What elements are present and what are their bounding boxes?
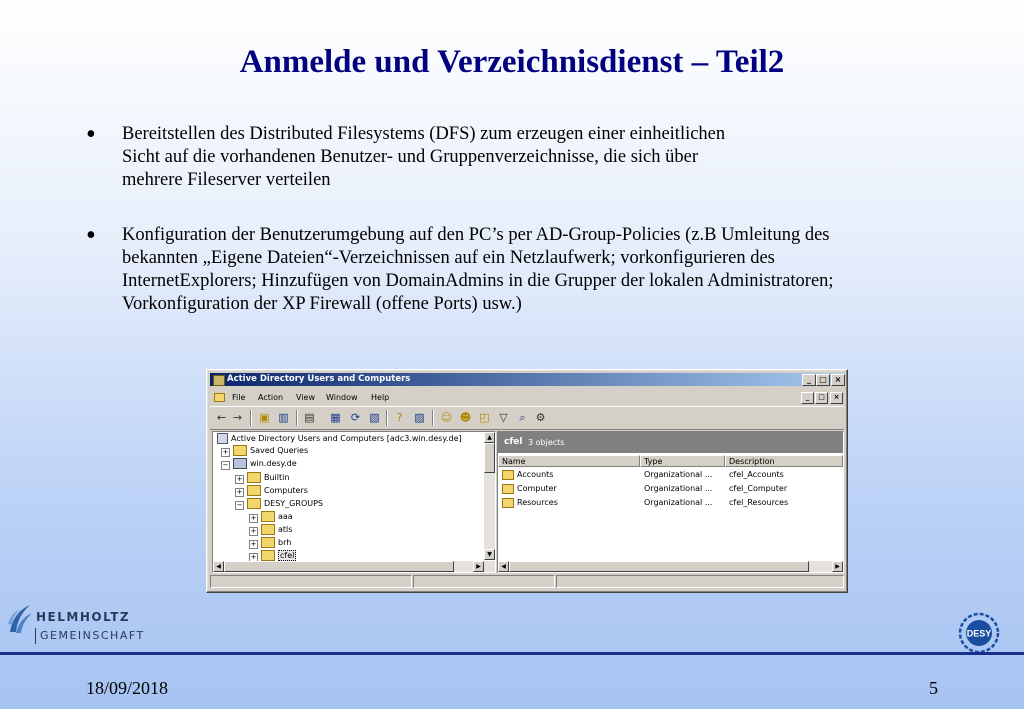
details-pane[interactable] (497, 431, 844, 573)
new-ou-icon[interactable]: ◰ (479, 411, 490, 424)
tree-item-label: brh (278, 538, 292, 547)
ou-folder-icon (261, 537, 275, 548)
tree-item-label: aaa (278, 512, 293, 521)
helmholtz-wordmark-line2: GEMEINSCHAFT (40, 629, 145, 642)
export-list-icon[interactable]: ▧ (369, 411, 380, 424)
tree-item-brh[interactable] (261, 537, 291, 549)
column-header-name[interactable]: Name (498, 455, 640, 467)
scroll-left-icon[interactable]: ◀ (213, 561, 224, 572)
svg-text:DESY: DESY (966, 628, 992, 639)
desy-logo-icon (958, 612, 1000, 654)
maximize-button[interactable]: □ (816, 374, 830, 386)
tree-vertical-scrollbar[interactable] (484, 432, 495, 560)
scroll-thumb[interactable] (224, 561, 454, 572)
folder-icon (247, 485, 261, 496)
tree-root-label: Active Directory Users and Computers [adc3.win.desy.de] (231, 434, 462, 443)
bullet-marker: • (86, 220, 96, 251)
row-description: cfel_Accounts (729, 470, 784, 479)
expand-icon[interactable]: + (250, 527, 257, 535)
tree-item-builtin[interactable] (247, 472, 289, 484)
domain-icon (233, 458, 247, 469)
refresh-icon[interactable]: ⟳ (350, 411, 361, 424)
tree-item-saved-queries[interactable] (233, 445, 308, 457)
bullet-text-group-policies: Konfiguration der Benutzerumgebung auf den PC’s per AD-Group-Policies (z.B Umleitung des bekannten „Eigene Dateien“-Verzeichnissen auf ein Netzlaufwerk; vorkonfigurieren des InternetExplorers; Hinzufügen von DomainAdmins in die Grupper der lokalen Administratoren; Vorkonfiguration der XP Firewall (offene Ports) usw.) (122, 225, 834, 314)
object-count: 3 objects (528, 438, 565, 447)
helmholtz-wordmark-line1: HELMHOLTZ (36, 610, 131, 624)
ad-users-computers-window (206, 369, 848, 593)
footer-rule (0, 652, 1024, 655)
ou-folder-icon (261, 524, 275, 535)
details-horizontal-scrollbar[interactable] (498, 561, 843, 572)
minimize-button[interactable]: _ (802, 374, 816, 386)
expand-icon[interactable]: + (250, 540, 257, 548)
ou-folder-icon (502, 470, 514, 480)
row-type: Organizational ... (644, 470, 713, 479)
scroll-right-icon[interactable]: ▶ (832, 561, 843, 572)
show-hide-tree-icon[interactable]: ▥ (278, 411, 289, 424)
menu-help[interactable]: Help (371, 393, 390, 402)
tree-item-aaa[interactable] (261, 511, 293, 523)
scroll-down-icon[interactable]: ▼ (484, 549, 495, 560)
delegate-icon[interactable]: ⚙ (535, 411, 546, 424)
folder-icon (233, 445, 247, 456)
tree-root[interactable] (217, 433, 462, 445)
tree-item-label: Saved Queries (250, 446, 309, 455)
expand-icon[interactable]: + (222, 448, 229, 456)
expand-icon[interactable]: + (250, 514, 257, 522)
tree-item-desy-groups[interactable] (247, 498, 323, 510)
table-row[interactable] (498, 468, 843, 481)
bullet-text-dfs: Bereitstellen des Distributed Filesystems (DFS) zum erzeugen einer einheitlichen Sicht auf die vorhandenen Benutzer- und Gruppenverzeichnisse, die sich über mehrere Fileserver verteilen (122, 124, 726, 190)
menu-file[interactable]: File (232, 393, 246, 402)
row-description: cfel_Computer (729, 484, 788, 493)
page-number: 5 (929, 678, 938, 698)
collapse-icon[interactable]: − (222, 461, 229, 469)
row-type: Organizational ... (644, 498, 713, 507)
properties-icon[interactable]: ▦ (330, 411, 341, 424)
ou-folder-icon (502, 484, 514, 494)
scroll-thumb[interactable] (509, 561, 809, 572)
table-row[interactable] (498, 496, 843, 509)
bullet-marker: • (86, 119, 96, 150)
forward-icon[interactable]: → (232, 411, 243, 424)
tree-item-label: Builtin (264, 473, 290, 482)
back-icon[interactable]: ← (216, 411, 227, 424)
mdi-icon (214, 393, 225, 402)
row-type: Organizational ... (644, 484, 713, 493)
tree-item-computers[interactable] (247, 485, 308, 497)
new-group-icon[interactable]: ☻ (459, 411, 472, 424)
child-close-button[interactable]: × (830, 392, 843, 404)
status-panel (556, 575, 844, 588)
close-button[interactable]: × (831, 374, 845, 386)
helmholtz-logo-icon (6, 602, 34, 636)
child-minimize-button[interactable]: _ (801, 392, 814, 404)
scroll-right-icon[interactable]: ▶ (473, 561, 484, 572)
delete-icon[interactable]: ▤ (304, 411, 315, 424)
child-restore-button[interactable]: □ (815, 392, 828, 404)
tree-item-label: win.desy.de (250, 459, 297, 468)
help-icon[interactable]: ? (396, 411, 403, 424)
status-bar (210, 575, 844, 587)
status-panel (413, 575, 555, 588)
ou-folder-icon (261, 550, 275, 561)
window-titlebar[interactable] (210, 373, 844, 386)
table-row[interactable] (498, 482, 843, 495)
container-name: cfel (504, 437, 523, 447)
column-header-description[interactable]: Description (725, 455, 843, 467)
up-folder-icon[interactable]: ▣ (259, 411, 270, 424)
new-user-icon[interactable]: ☺ (440, 411, 453, 424)
expand-icon[interactable]: + (250, 553, 257, 561)
slide-title: Anmelde und Verzeichnisdienst – Teil2 (239, 44, 785, 80)
directory-icon (217, 433, 228, 444)
tree-item-atls[interactable] (261, 524, 292, 536)
ou-folder-icon (261, 511, 275, 522)
tree-item-label-selected: cfel (280, 551, 295, 560)
window-title: Active Directory Users and Computers (227, 374, 411, 384)
details-header (498, 432, 843, 453)
filter-icon[interactable]: ▽ (499, 411, 508, 424)
console-tree[interactable] (212, 431, 496, 573)
ou-folder-icon (502, 498, 514, 508)
menu-window[interactable]: Window (326, 393, 358, 402)
tree-item-label: Computers (264, 486, 308, 495)
find-icon[interactable]: ⌕ (519, 411, 526, 424)
view-icon[interactable]: ▨ (414, 411, 425, 424)
scroll-up-icon[interactable]: ▲ (484, 432, 495, 443)
expand-icon[interactable]: + (236, 488, 243, 496)
ou-folder-icon (247, 498, 261, 509)
menu-view[interactable]: View (296, 393, 315, 402)
tree-item-domain[interactable] (233, 458, 297, 470)
column-header-type[interactable]: Type (640, 455, 725, 467)
row-name: Computer (517, 484, 557, 493)
tree-item-label: DESY_GROUPS (264, 499, 323, 508)
scroll-thumb[interactable] (484, 443, 495, 473)
tree-item-label: atls (278, 525, 293, 534)
tree-horizontal-scrollbar[interactable] (213, 561, 495, 572)
menu-bar (210, 390, 844, 404)
expand-icon[interactable]: + (236, 475, 243, 483)
row-name: Resources (517, 498, 558, 507)
row-description: cfel_Resources (729, 498, 789, 507)
status-panel (210, 575, 412, 588)
logo-divider (35, 628, 36, 644)
folder-icon (247, 472, 261, 483)
collapse-icon[interactable]: − (236, 501, 243, 509)
slide-date: 18/09/2018 (86, 678, 169, 698)
row-name: Accounts (517, 470, 554, 479)
scroll-left-icon[interactable]: ◀ (498, 561, 509, 572)
app-icon (213, 375, 225, 386)
toolbar (210, 406, 844, 430)
menu-action[interactable]: Action (258, 393, 284, 402)
